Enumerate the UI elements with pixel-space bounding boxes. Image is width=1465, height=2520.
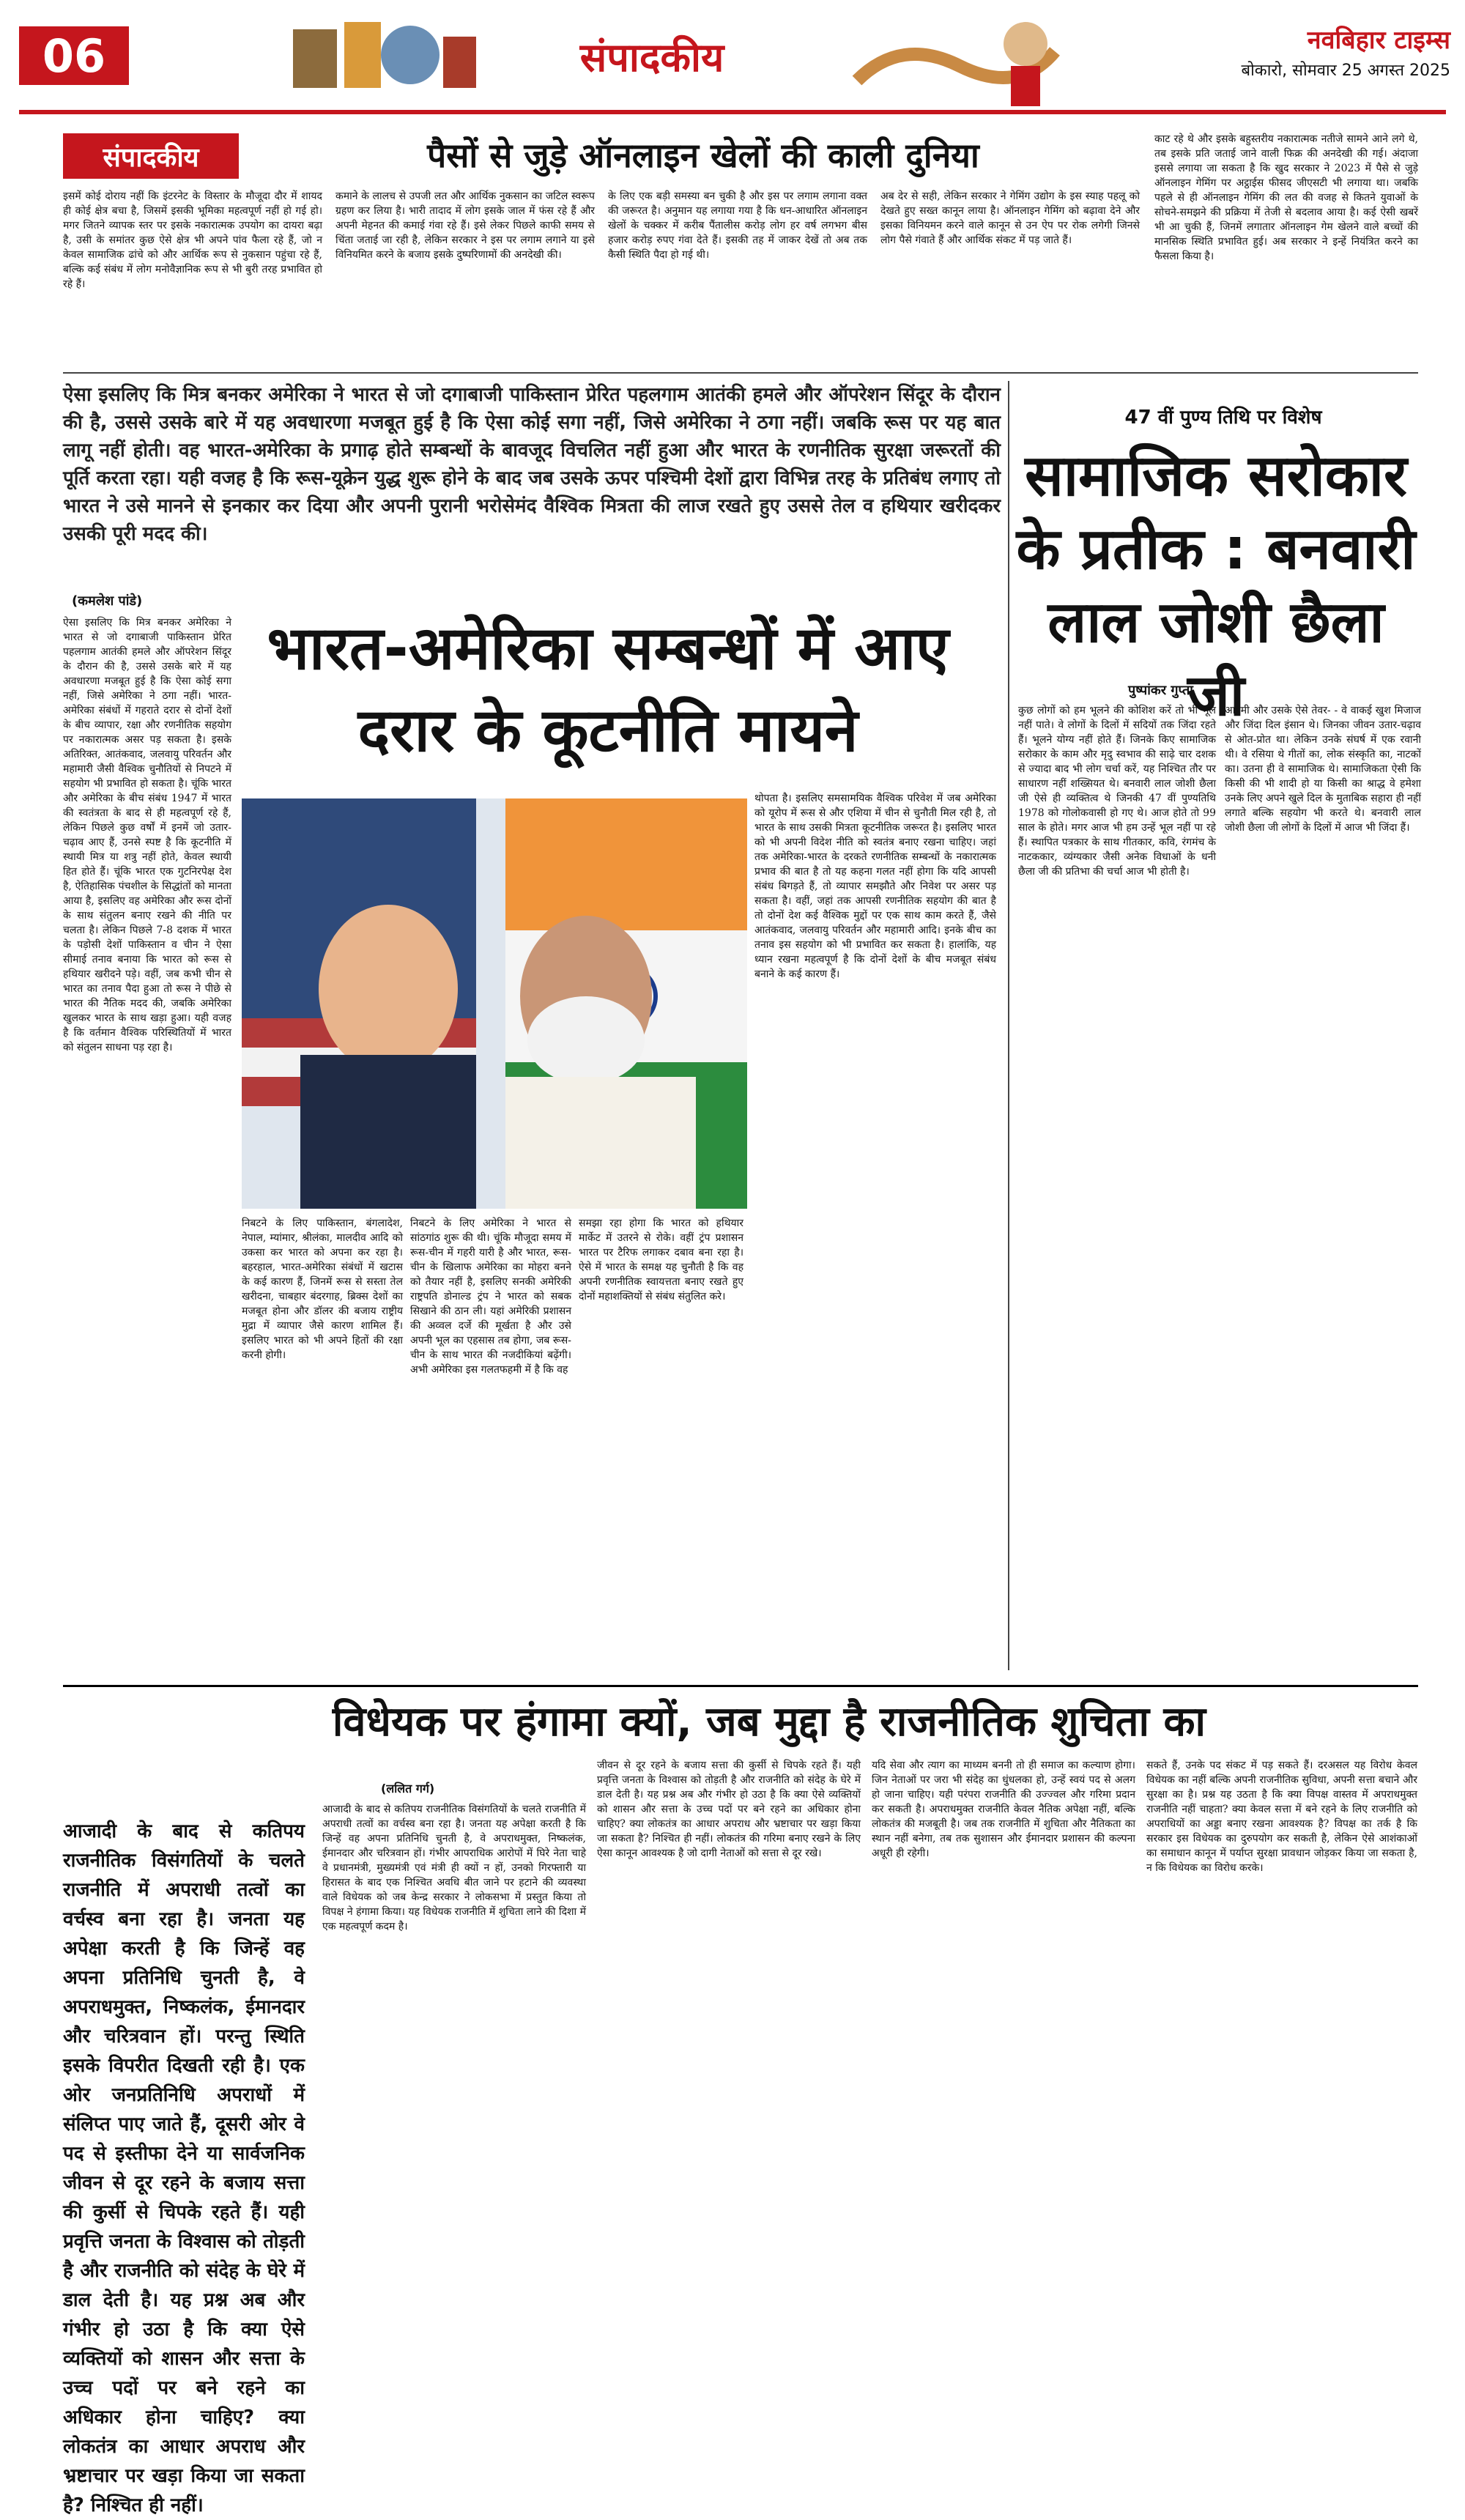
leaders-photo <box>242 798 747 1209</box>
column-divider <box>1008 381 1009 1670</box>
main-lead: ऐसा इसलिए कि मित्र बनकर अमेरिका ने भारत से जो दगाबाजी पाकिस्तान प्रेरित पहलगाम आतंकी हमले और ऑपरेशन सिंदूर के दौरान की है, उससे उसके बारे में यह अवधारणा मजबूत हुई है कि ऐसा कोई सगा नहीं, जिसे अमेरिका ने ठगा नहीं। जबकि रूस पर यह बात लागू नहीं होती। वह भारत-अमेरिका के प्रगाढ़ होते सम्बन्धों के बावजूद विचलित नहीं हुआ और भारत के रणनीतिक सुरक्षा जरूरतों की पूर्ति करता रहा। यही वजह है कि रूस-यूक्रेन युद्ध शुरू होने के बाद जब उसके ऊपर पश्चिमी देशों द्वारा विभिन्न तरह के प्रतिबंध लगाए तो भारत ने उसे मानने से इनकार कर दिया और अपनी पुरानी भरोसेमंद वैश्विक मित्रता की लाज रखते हुए उससे तेल व हथियार खरीदकर उसकी पूरी मदद की। <box>63 384 1001 545</box>
section-divider <box>63 372 1418 374</box>
masthead-art-right <box>842 7 1062 110</box>
main-col-6: समझा रहा होगा कि भारत को हथियार मार्केट में उतरने से रोके। वहीं ट्रंप प्रशासन भारत पर टैरिफ लगाकर दबाव बना रहा है। ऐसे में भारत के समक्ष यह चुनौती है कि वह अपनी रणनीतिक स्वायत्तता बनाए रखते हुए दोनों महाशक्तियों से संबंध संतुलित करे। <box>579 1218 743 1302</box>
bottom-lead: आजादी के बाद से कतिपय राजनीतिक विसंगतियों के चलते राजनीति में अपराधी तत्वों का वर्चस्व बना रहा है। जनता यह अपेक्षा करती है कि जिन्हें वह अपना प्रतिनिधि चुनती है, वे अपराधमुक्त, निष्कलंक, ईमानदार और चरित्रवान हों। परन्तु स्थिति इसके विपरीत दिखती रही है। एक ओर जनप्रतिनिधि अपराधों में संलिप्त पाए जाते हैं, दूसरी ओर वे पद से इस्तीफा देने या सार्वजनिक जीवन से दूर रहने के बजाय सत्ता की कुर्सी से चिपके रहते हैं। यही प्रवृत्ति जनता के विश्वास को तोड़ती है और राजनीति को संदेह के घेरे में डाल देती है। यह प्रश्न अब और गंभीर हो उठा है कि क्या ऐसे व्यक्तियों को शासन और सत्ता के उच्च पदों पर बने रहने का अधिकार होना चाहिए? क्या लोकतंत्र का आधार अपराध और भ्रष्टाचार पर खड़ा किया जा सकता है? निश्चित ही नहीं। <box>63 1820 305 2516</box>
date-line: बोकारो, सोमवार 25 अगस्त 2025 <box>1241 62 1450 80</box>
masthead <box>0 0 1465 123</box>
main-byline: (कमलेश पांडे) <box>72 593 143 609</box>
editorial-col: इसमें कोई दोराय नहीं कि इंटरनेट के विस्तार के मौजूदा दौर में शायद ही कोई क्षेत्र बचा है, जिसमें इसकी भूमिका महत्वपूर्ण नहीं हो गई हो। मगर जितने व्यापक स्तर पर इसके नकारात्मक उपयोग का दायरा बढ़ा है, उसी के समांतर कुछ ऐसे क्षेत्र भी अपने पांव फैला रहे हैं, जो न केवल सामाजिक ढांचे को और आर्थिक रूप से नुकसान पहुंचा रहे हैं, बल्कि कई संबंध में लोग मनोवैज्ञानिक रूप से भी बुरी तरह प्रभावित हो रहे हैं। <box>63 190 322 290</box>
tribute-kicker: 47 वीं पुण्य तिथि पर विशेष <box>1124 407 1322 429</box>
bottom-col-2: जीवन से दूर रहने के बजाय सत्ता की कुर्सी से चिपके रहते हैं। यही प्रवृत्ति जनता के विश्वास को तोड़ती है और राजनीति को संदेह के घेरे में डाल देती है। यह प्रश्न अब और गंभीर हो उठा है कि क्या ऐसे व्यक्तियों को शासन और सत्ता के उच्च पदों पर बने रहने का अधिकार होना चाहिए? क्या लोकतंत्र का आधार अपराध और भ्रष्टाचार पर खड़ा किया जा सकता है? निश्चित ही नहीं। लोकतंत्र की गरिमा बनाए रखने के लिए ऐसा कानून आवश्यक है जो दागी नेताओं को सत्ता से दूर रखे। <box>597 1760 861 1859</box>
bottom-byline: (ललित गर्ग) <box>381 1782 435 1796</box>
editorial-headline: पैसों से जुड़े ऑनलाइन खेलों की काली दुनिया <box>427 136 979 175</box>
masthead-art-left <box>286 15 483 103</box>
editorial-col: अब देर से सही, लेकिन सरकार ने गेमिंग उद्योग के इस स्याह पहलू को देखते हुए सख्त कानून लाया है। ऑनलाइन गेमिंग को बढ़ावा देने और इसका विनियमन करने वाले कानून से उन ऐप पर रोक लगेगी जिनसे लोग पैसे गंवाते हैं और आर्थिक संकट में पड़ जाते हैं। <box>880 190 1140 246</box>
tribute-headline: सामाजिक सरोकार के प्रतीक : बनवारी लाल जोशी छैला जी <box>1016 443 1416 729</box>
main-col-1: ऐसा इसलिए कि मित्र बनकर अमेरिका ने भारत से जो दगाबाजी पाकिस्तान प्रेरित पहलगाम आतंकी हमले और ऑपरेशन सिंदूर के दौरान की है, उससे उसके बारे में यह अवधारणा मजबूत हुई है कि ऐसा कोई सगा नहीं, जिसे अमेरिका ने ठगा नहीं। भारत-अमेरिका संबंधों में गहराते दरार से दोनों देशों के बीच व्यापार, रक्षा और रणनीतिक सहयोग पर नकारात्मक असर पड़ सकता है। इसके अतिरिक्त, आतंकवाद, जलवायु परिवर्तन और महामारी जैसी वैश्विक चुनौतियों से निपटने में सहयोग भी प्रभावित हो सकता है। चूंकि भारत और अमेरिका के बीच संबंध 1947 में भारत की स्वतंत्रता के बाद से ही महत्वपूर्ण रहे हैं, लेकिन पिछले कुछ वर्षों में इनमें जो उतार-चढ़ाव आए हैं, उनसे स्पष्ट है कि कूटनीति में स्थायी मित्र या शत्रु नहीं होते, केवल स्थायी हित होते हैं। चूंकि भारत एक गुटनिरपेक्ष देश है, ऐतिहासिक पंचशील के सिद्धांतों को मानता आया है, इसलिए वह अमेरिका और रूस दोनों के साथ संतुलन बनाए रखने की नीति पर चलता है। लेकिन पिछले 7-8 दशक में भारत के पड़ोसी देशों पाकिस्तान व चीन ने ऐसा सीमाई तनाव बनाया कि भारत को रूस से हथियार खरीदने पड़े। वहीं, जब कभी चीन से भारत का तनाव पैदा हुआ तो रूस ने पीछे से भारत की नैतिक मदद की, जबकि अमेरिका खुलकर भारत के साथ खड़ा हुआ। यही वजह है कि वर्तमान वैश्विक परिस्थितियों में भारत को संतुलन साधना पड़ रहा है। <box>63 617 231 1053</box>
tribute-byline: पुष्पांकर गुप्ता <box>1128 683 1193 698</box>
editorial-col: काट रहे थे और इसके बहुस्तरीय नकारात्मक नतीजे सामने आने लगे थे, तब इसके प्रति जताई जाने वाली फिक्र की अनदेखी की गई। अंदाजा इससे लगाया जा सकता है कि खुद सरकार ने 2023 में पैसे से जुड़े ऑनलाइन गेमिंग पर अट्ठाईस फीसद जीएसटी भी लगाया था। जबकि पहले से ही ऑनलाइन गेमिंग की लत की वजह से कितने युवाओं के सोचने-समझने की प्रक्रिया में तेजी से बदलाव आया है। कई ऐसी खबरें भी आ चुकी हैं, जिनमें लगातार ऑनलाइन गेम खेलने वाले बच्चों की मानसिक स्थिति प्रभावित हुई। अब सरकार ने इन्हें नियंत्रित करने का फैसला किया है। <box>1154 133 1418 262</box>
main-col-2: निबटने के लिए अमेरिका ने भारत से सांठगांठ शुरू की थी। चूंकि मौजूदा समय में रूस-चीन में गहरी यारी है और भारत, रूस-चीन के खिलाफ अमेरिका का मोहरा बनने को तैयार नहीं है, इसलिए सनकी अमेरिकी राष्ट्रपति डोनाल्ड ट्रंप ने भारत को सबक सिखाने की ठान ली। यहां अमेरिकी प्रशासन की अव्वल दर्जे की मूर्खता है और उसे अपनी भूल का एहसास तब होगा, जब रूस-चीन के साथ भारत की नजदीकियां बढ़ेंगी। अभी अमेरिका इस गलतफहमी में है कि वह <box>410 1218 571 1376</box>
masthead-rule <box>19 110 1446 114</box>
page-number: 06 <box>19 26 129 85</box>
tribute-col-1: कुछ लोगों को हम भूलने की कोशिश करें तो भी भूल नहीं पाते। वे लोगों के दिलों में सदियों तक जिंदा रहते हैं। भूलने योग्य नहीं होते हैं। जिनके किए सामाजिक सरोकार के काम और मृदु स्वभाव की साढ़े चार दशक से ज्यादा बाद भी लोग चर्चा करें, यह निश्चित तौर पर साधारण नहीं शख्सियत थे। बनवारी लाल जोशी छैला जी ऐसे ही व्यक्तित्व थे जिनकी 47 वीं पुण्यतिथि 1978 को गोलोकवासी हो गए थे। आज होते तो 99 साल के होते। मगर आज भी हम उन्हें भूल नहीं पा रहे हैं। स्थापित पत्रकार के साथ गीतकार, कवि, रंगमंच के नाटककार, व्यंग्यकार जैसी अनेक विधाओं के धनी छैला जी की प्रतिभा की चर्चा आज भी होती है। <box>1018 705 1216 878</box>
main-col-5: निबटने के लिए पाकिस्तान, बंगलादेश, नेपाल, म्यांमार, श्रीलंका, मालदीव आदि को उकसा कर भारत को अपना कर रहा है। बहरहाल, भारत-अमेरिका संबंधों में खटास के कई कारण हैं, जिनमें रूस से सस्ता तेल खरीदना, चाबहार बंदरगाह, ब्रिक्स देशों का मजबूत होना और डॉलर की बजाय राष्ट्रीय मुद्रा में व्यापार जैसे कारण शामिल हैं। इसलिए भारत को भी अपने हितों की रक्षा करनी होगी। <box>242 1218 403 1361</box>
paper-name: नवबिहार टाइम्स <box>1307 26 1450 55</box>
bottom-rule <box>63 1685 1418 1687</box>
editorial-columns <box>63 189 1140 366</box>
bottom-col-1: आजादी के बाद से कतिपय राजनीतिक विसंगतियों के चलते राजनीति में अपराधी तत्वों का वर्चस्व बना रहा है। जनता यह अपेक्षा करती है कि जिन्हें वह अपना प्रतिनिधि चुनती है, वे अपराधमुक्त, निष्कलंक, ईमानदार और चरित्रवान हों। गंभीर आपराधिक आरोपों में घिरे नेता चाहे वे प्रधानमंत्री, मुख्यमंत्री एवं मंत्री ही क्यों न हों, उनको गिरफ्तारी या हिरासत के बाद एक निश्चित अवधि बीत जाने पर हटाने की व्यवस्था वाले विधेयक को जब केन्द्र सरकार ने लोकसभा में प्रस्तुत किया तो विपक्ष ने हंगामा किया। यह विधेयक राजनीति में शुचिता लाने की दिशा में एक महत्वपूर्ण कदम है। <box>322 1804 586 1932</box>
editorial-badge: संपादकीय <box>63 133 239 179</box>
bottom-headline: विधेयक पर हंगामा क्यों, जब मुद्दा है राजनीतिक शुचिता का <box>332 1698 1206 1746</box>
section-title: संपादकीय <box>579 34 724 81</box>
bottom-col-4: सकते हैं, उनके पद संकट में पड़ सकते हैं। दरअसल यह विरोध केवल विधेयक का नहीं बल्कि अपनी राजनीतिक सुविधा, अपनी सत्ता बचाने और सुरक्षा का है। प्रश्न यह उठता है कि क्या विपक्ष वास्तव में अपराधमुक्त राजनीति नहीं चाहता? क्या केवल सत्ता में बने रहने के लिए राजनीति को अपराधियों का अड्डा बनाए रखना आवश्यक है? विपक्ष का तर्क है कि सरकार इस विधेयक का दुरुपयोग कर सकती है, लेकिन ऐसे आशंकाओं का समाधान कानून में पर्याप्त सुरक्षा प्रावधान जोड़कर किया जा सकता है, न कि विधेयक का विरोध करके। <box>1146 1760 1417 1874</box>
editorial-right-column <box>1154 132 1418 370</box>
editorial-col: कमाने के लालच से उपजी लत और आर्थिक नुकसान का जटिल स्वरूप ग्रहण कर लिया है। भारी तादाद में लोग इसके जाल में फंस रहे हैं और अपनी मेहनत की कमाई गंवा रहे हैं। इसे लेकर पिछले काफी समय से चिंता जताई जा रही है, लेकिन सरकार ने इस पर लगाम लगाने या इसे विनियमित करने के बजाय इसके दुष्परिणामों की अनदेखी की। <box>335 190 595 261</box>
bottom-col-3: यदि सेवा और त्याग का माध्यम बननी तो ही समाज का कल्याण होगा। जिन नेताओं पर जरा भी संदेह का धुंधलका हो, उन्हें स्वयं पद से अलग हो जाना चाहिए। यही परंपरा राजनीति की उज्ज्वल और गरिमा प्रदान कर सकती है। अपराधमुक्त राजनीति केवल नैतिक अपेक्षा नहीं, बल्कि लोकतंत्र की मजबूती है। जब तक राजनीति में शुचिता और नैतिकता का स्थान नहीं बनेगा, तब तक सुशासन और ईमानदार प्रशासन की कल्पना अधूरी ही रहेगी। <box>872 1760 1135 1859</box>
main-col-4: थोपता है। इसलिए समसामयिक वैश्विक परिवेश में जब अमेरिका को यूरोप में रूस से और एशिया में चीन से चुनौती मिल रही है, तो भारत के साथ उसकी मित्रता कूटनीतिक जरूरत है। इसलिए भारत को भी अपनी विदेश नीति को स्वतंत्र बनाए रखना चाहिए। जहां तक अमेरिका-भारत के दरकते रणनीतिक सम्बन्धों के नकारात्मक प्रभाव की बात है तो यह कहना गलत नहीं होगा कि यदि आपसी संबंध बिगड़ते हैं, तो व्यापार समझौते और निवेश पर असर पड़ सकता है। वहीं, जहां तक आपसी रणनीतिक सहयोग की बात है तो दोनों देश कई वैश्विक मुद्दों पर एक साथ काम करते हैं, जैसे आतंकवाद, जलवायु परिवर्तन और महामारी आदि। इनके बीच का तनाव इस सहयोग को भी प्रभावित कर सकता है। हालांकि, यह ध्यान रखना महत्वपूर्ण है कि दोनों देशों के बीच मजबूत संबंध बनाने के कई कारण हैं। <box>754 793 996 980</box>
tribute-col-2: आदमी और उसके ऐसे तेवर- - वे वाकई खुश मिजाज और जिंदा दिल इंसान थे। जिनका जीवन उतार-चढ़ाव से ओत-प्रोत था। लेकिन उनके संघर्ष में एक रवानी थी। वे रसिया थे गीतों का, लोक संस्कृति का, नाटकों का। उतना ही वे सामाजिक थे। सामाजिकता ऐसी कि किसी की भी शादी हो या किसी का श्राद्ध वे हमेशा उनके लिए अपने खुले दिल के मुताबिक सहारा ही नहीं लगाते बल्कि सहयोग भी करते थे। बनवारी लाल जोशी छैला जी लोगों के दिलों में आज भी जिंदा हैं। <box>1225 705 1421 834</box>
editorial-col: के लिए एक बड़ी समस्या बन चुकी है और इस पर लगाम लगाना वक्त की जरूरत है। अनुमान यह लगाया गया है कि धन-आधारित ऑनलाइन खेलों के चक्कर में करीब पैंतालीस करोड़ लोग हर वर्ष लगभग बीस हजार करोड़ रुपए गंवा देते हैं। इसकी तह में जाकर देखें तो अब तक कैसी स्थिति पैदा हो गई थी। <box>608 190 867 261</box>
main-headline: भारत-अमेरिका सम्बन्धों में आए दरार के कूटनीति मायने <box>267 614 949 766</box>
